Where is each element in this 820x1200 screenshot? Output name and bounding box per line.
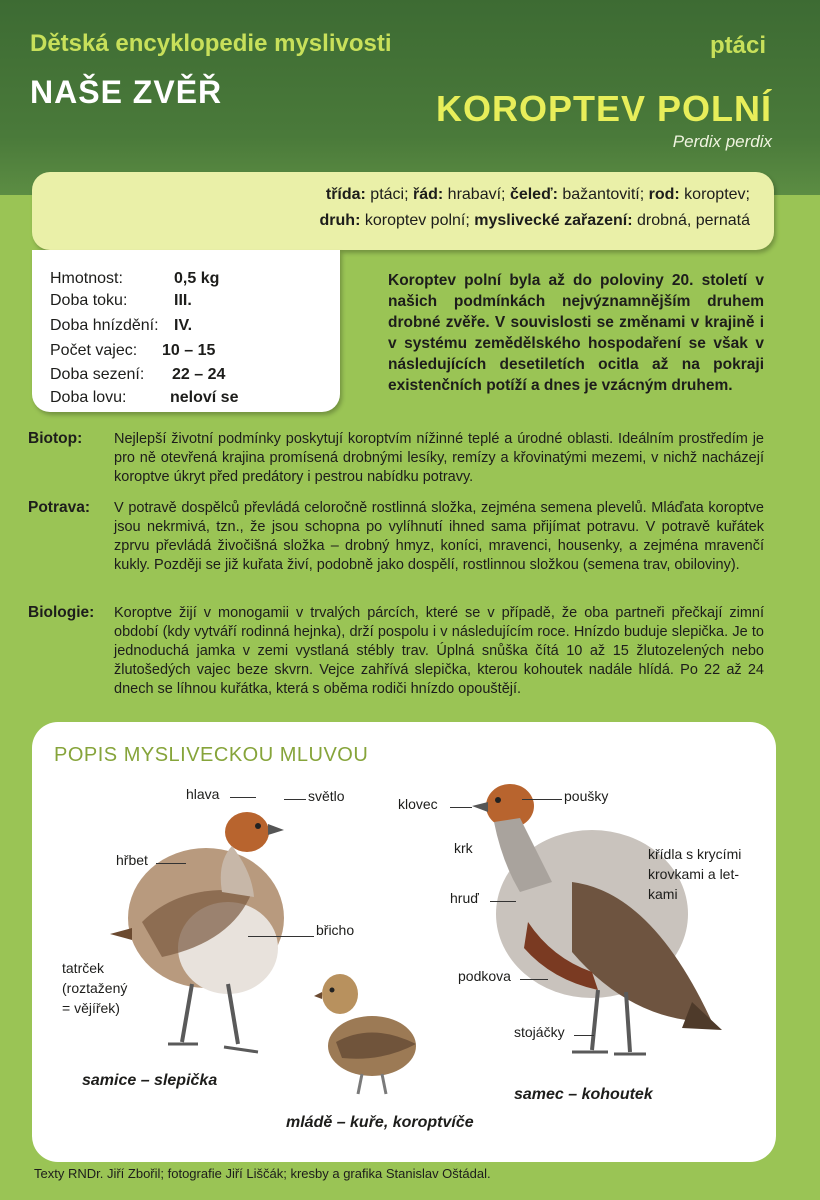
- series-subtitle: NAŠE ZVĚŘ: [30, 74, 223, 110]
- fact-value: IV.: [174, 317, 193, 334]
- fact-value: III.: [174, 292, 192, 309]
- female-tail: [110, 928, 132, 940]
- chick-beak: [314, 992, 322, 999]
- potrava-label: Potrava:: [28, 499, 91, 516]
- credits: Texty RNDr. Jiří Zbořil; fotografie Jiří Liščák; kresby a grafika Stanislav Oštádal.: [34, 1166, 491, 1181]
- fact-value: 22 – 24: [172, 366, 226, 383]
- leader-line: [450, 807, 472, 808]
- taxonomy-value: hrabaví;: [443, 186, 510, 203]
- facts-box: [32, 250, 340, 412]
- chick-head: [322, 974, 358, 1014]
- fact-weight: [50, 270, 220, 288]
- female-legs: [182, 984, 238, 1044]
- label-bricho: břicho: [316, 922, 355, 938]
- label-podkova: podkova: [458, 968, 511, 984]
- fact-hunting: [50, 389, 239, 407]
- intro-text: Koroptev polní byla až do poloviny 20. století v našich podmínkách nejvýznamnějším druhem drobné zvěře. V souvislosti se změnami v krajině i v systému zemědělského hospodaření se však v následujících desetiletích ocitla až na pokraji existenčních potíží a dnes je vzácným druhem.: [388, 272, 764, 394]
- anatomy-diagram: [32, 722, 776, 1162]
- fact-nesting: [50, 317, 193, 335]
- biotop-label: Biotop:: [28, 430, 83, 447]
- leader-line: [490, 901, 516, 902]
- leader-line: [230, 797, 256, 798]
- female-beak: [268, 824, 284, 835]
- fact-incubation: [50, 366, 226, 384]
- fact-mating: [50, 292, 192, 310]
- taxonomy-label: druh:: [319, 212, 361, 229]
- fact-label: Doba sezení:: [50, 366, 145, 383]
- label-hrbet: hřbet: [116, 852, 148, 868]
- taxonomy-label: řád:: [413, 186, 444, 203]
- female-head: [225, 812, 269, 852]
- label-klovec: klovec: [398, 796, 438, 812]
- caption-male: samec – kohoutek: [514, 1086, 653, 1103]
- female-partridge: [110, 812, 284, 1052]
- taxonomy-label: třída:: [325, 186, 366, 203]
- taxonomy-value: bažantovití;: [557, 186, 649, 203]
- label-stojacky: stojáčky: [514, 1024, 565, 1040]
- latin-name: Perdix perdix: [672, 132, 772, 151]
- label-hlava: hlava: [186, 786, 220, 802]
- fact-label: Doba hnízdění:: [50, 317, 159, 334]
- chick-legs: [358, 1074, 386, 1094]
- biologie-text: Koroptve žijí v monogamii v trvalých párcích, které se v případě, že oba partneři přečkají zimní období (kdy vytváří rodinná hejnka), drží pospolu i v následujícím roce. Hnízdo buduje slepička. Je to jednoduchá jamka v zemi vystlaná stébly trav. Úplná snůška čítá 10 až 15 žlutozelených nebo žlutošedých vajec beze skvrn. Vejce zahřívá slepička, kterou kohoutek nadále hlídá. Po 22 až 24 dnech se líhnou kuřátka, která s oběma rodiči hnízdo opouštějí.: [114, 605, 764, 697]
- label-krk: krk: [454, 840, 473, 856]
- diagram-title: POPIS MYSLIVECKOU MLUVOU: [54, 744, 369, 766]
- leader-line: [522, 799, 562, 800]
- fact-label: Doba lovu:: [50, 389, 127, 406]
- chick-eye: [330, 988, 335, 993]
- taxonomy-value: koroptev;: [679, 186, 750, 203]
- series-title: Dětská encyklopedie myslivosti: [30, 30, 392, 57]
- birds-illustration: [32, 722, 776, 1162]
- label-tatrcek: tatrček: [62, 960, 105, 976]
- label-tatrcek-note: = vějířek): [62, 1000, 120, 1016]
- caption-chick: mládě – kuře, koroptvíče: [286, 1114, 474, 1131]
- fact-eggs: [50, 342, 216, 360]
- label-hrud: hruď: [450, 890, 479, 906]
- male-eye: [495, 797, 501, 803]
- male-partridge: [472, 784, 722, 1054]
- biologie-label: Biologie:: [28, 604, 95, 621]
- chick-partridge: [314, 974, 416, 1094]
- caption-female: samice – slepička: [82, 1072, 218, 1089]
- female-eye: [255, 823, 261, 829]
- fact-label: Doba toku:: [50, 292, 128, 309]
- label-svetlo: světlo: [308, 788, 345, 804]
- taxonomy-line-2: [320, 212, 750, 230]
- taxonomy-box: [32, 172, 774, 250]
- taxonomy-value: ptáci;: [365, 186, 413, 203]
- biotop-text: Nejlepší životní podmínky poskytují koroptvím nížinné teplé a úrodné oblasti. Ideálním prostředím je pro ně otevřená krajina promísená drobnými lesíky, remízy a křovinatými mezemi, v nichž nacházejí koroptve úkryt před predátory i pestrou nabídku potravy.: [114, 431, 764, 485]
- leader-line: [248, 936, 314, 937]
- leader-line: [284, 799, 306, 800]
- male-beak: [472, 802, 488, 812]
- potrava-text: V potravě dospělců převládá celoročně rostlinná složka, zejména semena plevelů. Mláďata koroptve jsou nekrmivá, tzn., že jsou schopna po vylíhnutí ihned sama přijímat potravu. V potravě kuřátek zprvu převládá živočišná složka – drobný hmyz, koníci, mravenci, housenky, a zejména mravenčí kukly. Později se již kuřata živí, podobně jako dospělí, rostlinnou složkou (semena trav, obiloviny).: [114, 500, 764, 573]
- male-legs: [592, 990, 630, 1052]
- fact-label: Počet vajec:: [50, 342, 138, 359]
- taxonomy-value: drobná, pernatá: [632, 212, 750, 229]
- fact-value: 10 – 15: [162, 342, 216, 359]
- taxonomy-value: koroptev polní;: [360, 212, 475, 229]
- label-kridla: křídla s krycími: [648, 846, 742, 862]
- label-kridla: krovkami a let-: [648, 866, 740, 882]
- female-feet: [168, 1044, 258, 1052]
- taxonomy-label: myslivecké zařazení:: [474, 212, 633, 229]
- category-label: ptáci: [709, 32, 766, 59]
- fact-label: Hmotnost:: [50, 270, 123, 287]
- leader-line: [156, 863, 186, 864]
- leader-line: [574, 1035, 594, 1036]
- male-feet: [572, 1052, 646, 1054]
- leader-line: [520, 979, 548, 980]
- label-tatrcek-note: (roztažený: [62, 980, 128, 996]
- fact-value: 0,5 kg: [174, 270, 220, 287]
- label-pousky: poušky: [564, 788, 609, 804]
- taxonomy-label: rod:: [648, 186, 680, 203]
- fact-value: neloví se: [170, 389, 239, 406]
- taxonomy-line-1: [326, 186, 750, 204]
- page-title: KOROPTEV POLNÍ: [435, 88, 772, 129]
- label-kridla: kami: [648, 886, 678, 902]
- taxonomy-label: čeleď:: [509, 186, 558, 203]
